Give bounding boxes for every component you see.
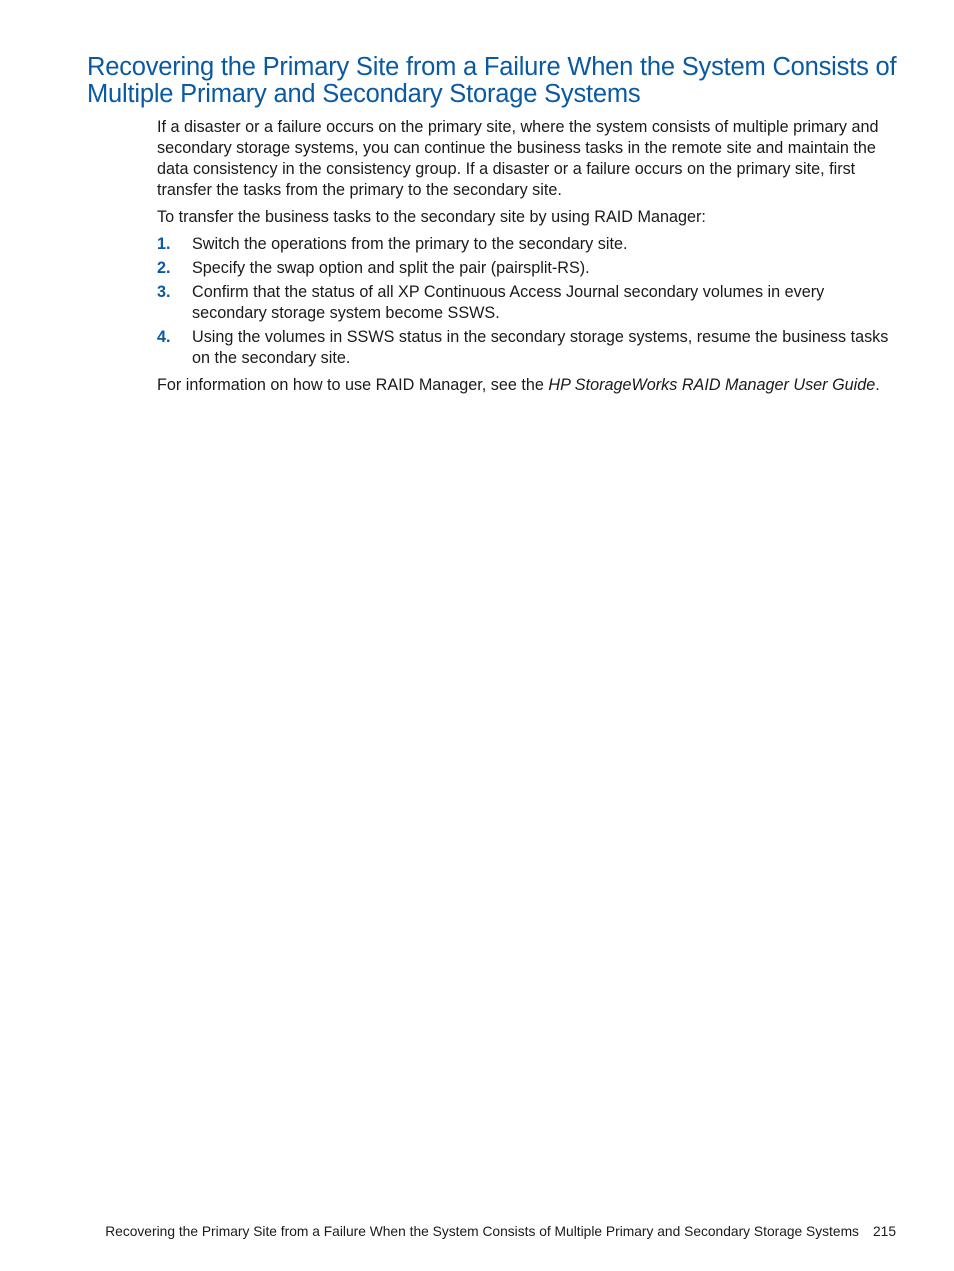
step-number: 2. bbox=[157, 259, 171, 277]
intro-paragraph: If a disaster or a failure occurs on the primary site, where the system consists of multiple primary and secondary storage systems, you can continue the business tasks in the remote site and maintain the data consistency in the consistency group. If a disaster or a failure occurs on the primary site, first transfer the tasks from the primary to the secondary site. bbox=[157, 118, 879, 199]
reference-prefix: For information on how to use RAID Manager, see the bbox=[157, 376, 549, 394]
section-body bbox=[157, 117, 902, 402]
step-item bbox=[157, 234, 902, 255]
step-text: Confirm that the status of all XP Continuous Access Journal secondary volumes in every secondary storage system become SSWS. bbox=[192, 283, 825, 322]
section-title: Recovering the Primary Site from a Failure When the System Consists of Multiple Primary and Secondary Storage Systems bbox=[87, 53, 897, 108]
step-number: 4. bbox=[157, 328, 171, 346]
reference-paragraph bbox=[157, 375, 902, 396]
step-text: Using the volumes in SSWS status in the secondary storage systems, resume the business tasks on the secondary site. bbox=[192, 328, 889, 367]
step-text: Switch the operations from the primary to the secondary site. bbox=[192, 235, 628, 253]
page-number: 215 bbox=[872, 1224, 896, 1239]
step-item bbox=[157, 327, 902, 369]
running-title: Recovering the Primary Site from a Failure When the System Consists of Multiple Primary and Secondary Storage Systems bbox=[105, 1224, 859, 1239]
procedure-steps bbox=[157, 234, 902, 369]
page-footer bbox=[104, 1223, 896, 1241]
step-text: Specify the swap option and split the pair (pairsplit-RS). bbox=[192, 259, 590, 277]
book-title: HP StorageWorks RAID Manager User Guide bbox=[548, 376, 876, 394]
step-number: 1. bbox=[157, 235, 171, 253]
lead-paragraph: To transfer the business tasks to the secondary site by using RAID Manager: bbox=[157, 208, 706, 226]
step-item bbox=[157, 258, 902, 279]
step-number: 3. bbox=[157, 283, 171, 301]
reference-suffix: . bbox=[875, 376, 880, 394]
step-item bbox=[157, 282, 902, 324]
